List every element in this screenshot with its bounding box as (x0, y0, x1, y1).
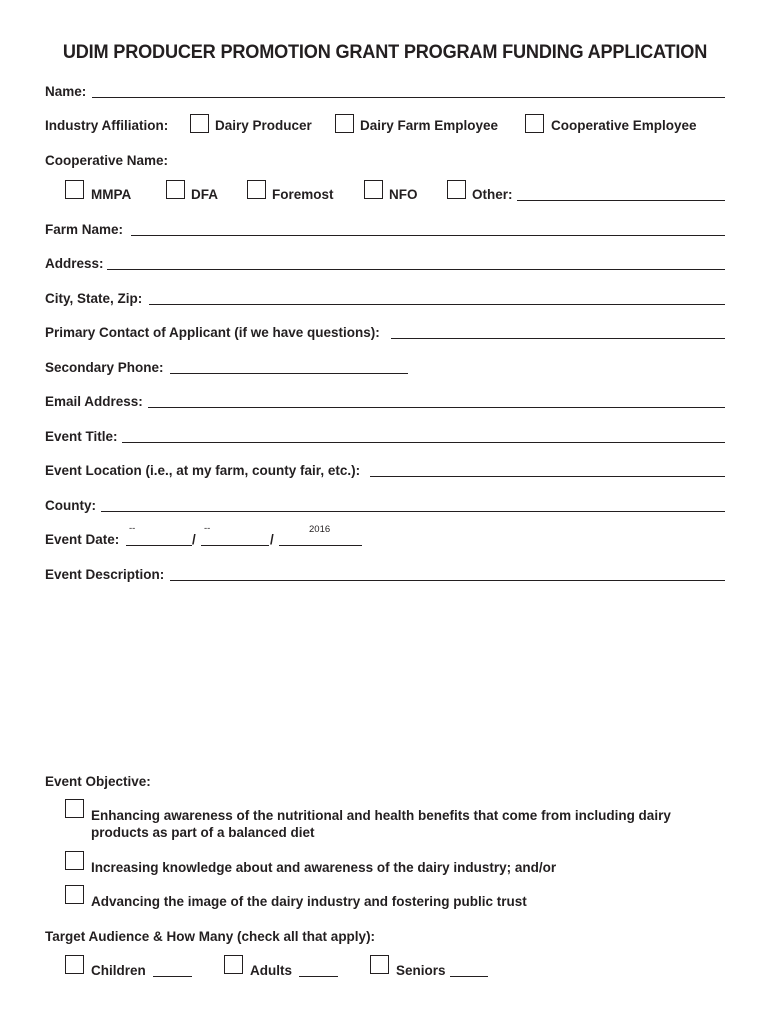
event-title-label: Event Title: (45, 429, 118, 444)
target-audience-label: Target Audience & How Many (check all that apply): (45, 929, 376, 944)
address-label: Address: (45, 256, 104, 271)
nfo-label: NFO (389, 187, 418, 202)
farm-name-label: Farm Name: (45, 222, 124, 237)
objective-knowledge-checkbox[interactable] (65, 851, 84, 870)
seniors-count-field[interactable] (450, 976, 488, 977)
event-objective-label: Event Objective: (45, 774, 151, 789)
secondary-phone-field[interactable] (170, 373, 408, 374)
objective-image-checkbox[interactable] (65, 885, 84, 904)
form-title: UDIM PRODUCER PROMOTION GRANT PROGRAM FUNDING APPLICATION (62, 41, 708, 63)
event-date-label: Event Date: (45, 532, 120, 547)
date-separator-1: / (192, 532, 196, 547)
county-label: County: (45, 498, 96, 513)
objective-nutrition-checkbox[interactable] (65, 799, 84, 818)
event-day-value: -- (204, 523, 211, 534)
dairy-farm-employee-checkbox[interactable] (335, 114, 354, 133)
other-label: Other: (472, 187, 513, 202)
event-year-field[interactable] (279, 545, 362, 546)
children-label: Children (91, 963, 146, 978)
event-description-field[interactable] (170, 580, 725, 581)
cooperative-name-label: Cooperative Name: (45, 153, 169, 168)
objective-image-label: Advancing the image of the dairy industry and fostering public trust (91, 894, 527, 909)
event-title-field[interactable] (122, 442, 725, 443)
city-state-zip-label: City, State, Zip: (45, 291, 143, 306)
event-description-area[interactable] (45, 585, 725, 770)
seniors-label: Seniors (396, 963, 446, 978)
foremost-checkbox[interactable] (247, 180, 266, 199)
secondary-phone-label: Secondary Phone: (45, 360, 164, 375)
industry-affiliation-label: Industry Affiliation: (45, 118, 169, 133)
primary-contact-label: Primary Contact of Applicant (if we have questions): (45, 325, 380, 340)
dairy-producer-checkbox[interactable] (190, 114, 209, 133)
address-field[interactable] (107, 269, 725, 270)
event-description-label: Event Description: (45, 567, 165, 582)
dfa-checkbox[interactable] (166, 180, 185, 199)
email-address-label: Email Address: (45, 394, 143, 409)
objective-nutrition-label-line1: Enhancing awareness of the nutritional and health benefits that come from including dairy (91, 808, 671, 823)
dfa-label: DFA (191, 187, 218, 202)
adults-checkbox[interactable] (224, 955, 243, 974)
objective-nutrition-label-line2: products as part of a balanced diet (91, 825, 315, 840)
other-field[interactable] (517, 200, 725, 201)
children-count-field[interactable] (153, 976, 192, 977)
event-month-field[interactable] (126, 545, 192, 546)
mmpa-checkbox[interactable] (65, 180, 84, 199)
cooperative-employee-checkbox[interactable] (525, 114, 544, 133)
event-month-value: -- (129, 523, 136, 534)
adults-label: Adults (250, 963, 292, 978)
cooperative-employee-label: Cooperative Employee (551, 118, 697, 133)
nfo-checkbox[interactable] (364, 180, 383, 199)
county-field[interactable] (101, 511, 725, 512)
children-checkbox[interactable] (65, 955, 84, 974)
event-day-field[interactable] (201, 545, 269, 546)
name-field[interactable] (92, 97, 725, 98)
dairy-producer-label: Dairy Producer (215, 118, 312, 133)
adults-count-field[interactable] (299, 976, 338, 977)
farm-name-field[interactable] (131, 235, 725, 236)
event-location-field[interactable] (370, 476, 725, 477)
city-state-zip-field[interactable] (149, 304, 725, 305)
primary-contact-field[interactable] (391, 338, 725, 339)
mmpa-label: MMPA (91, 187, 132, 202)
name-label: Name: (45, 84, 87, 99)
dairy-farm-employee-label: Dairy Farm Employee (360, 118, 499, 133)
email-address-field[interactable] (148, 407, 725, 408)
date-separator-2: / (270, 532, 274, 547)
objective-knowledge-label: Increasing knowledge about and awareness of the dairy industry; and/or (91, 860, 557, 875)
foremost-label: Foremost (272, 187, 334, 202)
event-location-label: Event Location (i.e., at my farm, county fair, etc.): (45, 463, 361, 478)
seniors-checkbox[interactable] (370, 955, 389, 974)
event-year-value: 2016 (309, 524, 331, 535)
other-checkbox[interactable] (447, 180, 466, 199)
